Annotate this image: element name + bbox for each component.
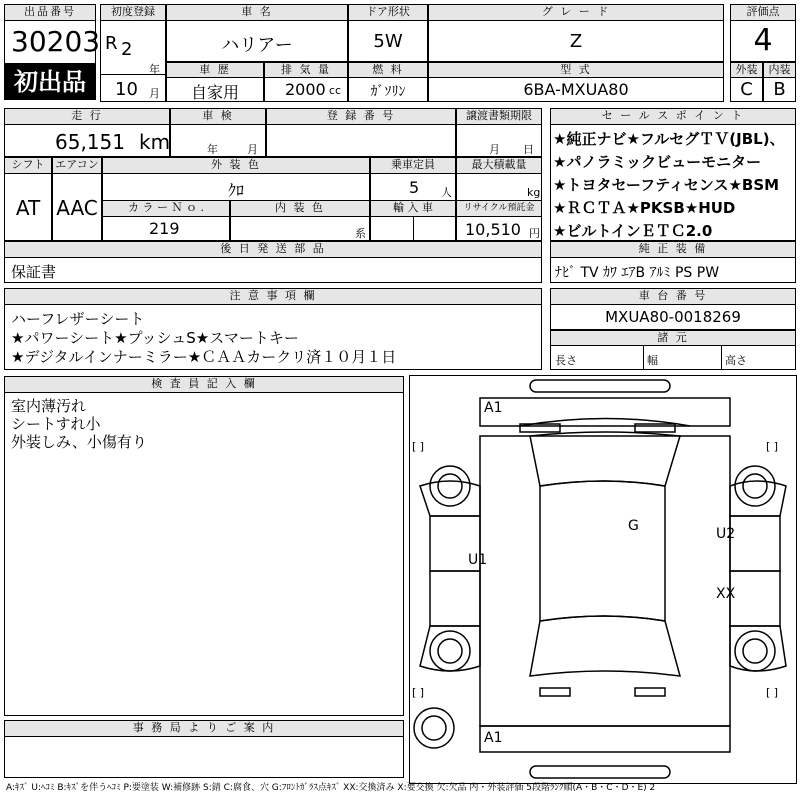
door-box (348, 20, 428, 62)
first-reg-label: 初度登録 (100, 4, 166, 21)
sales-points-label: セ ー ル ス ポ イ ン ト (550, 108, 796, 125)
wheel-rear-right-inner (743, 639, 767, 663)
reg-no-label: 登 録 番 号 (266, 108, 456, 125)
inspector-box (4, 392, 404, 716)
notes-line-3: ★デジタルインナーミラー★ＣＡＡカークリ済１０月１日 (11, 348, 397, 366)
fuel-label: 燃 料 (348, 62, 428, 78)
shift-box (4, 173, 52, 241)
model-code-label: 型 式 (428, 62, 724, 78)
first-reg-month: 10 (115, 79, 138, 100)
int-score-value: B (773, 79, 786, 100)
notes-line-1: ハーフレザーシート (11, 310, 145, 328)
sales-point-1: ★純正ナビ★フルセグＴＶ(JBL)、 (553, 130, 785, 148)
ext-score-label: 外装 (730, 62, 763, 78)
ext-score-value: C (740, 79, 753, 100)
ext-color-box (102, 173, 370, 201)
first-reg-month-unit: 月 (149, 87, 160, 100)
score-value: 4 (753, 23, 773, 58)
mileage-unit: km (139, 130, 171, 154)
mark-rear: A1 (484, 730, 503, 746)
shift-label: シフト (4, 157, 52, 174)
recycle-value: 10,510 (465, 220, 521, 239)
capacity-value: 5 (409, 178, 420, 197)
office-label: 事 務 局 よ り ご 案 内 (4, 720, 404, 737)
grade-box (428, 20, 724, 62)
first-listing-badge: 初出品 (4, 64, 96, 100)
inspector-line-2: シートすれ小 (11, 415, 101, 433)
taillight-left (540, 688, 570, 696)
later-parts-value: 保証書 (11, 263, 57, 281)
lot-number: 30203 (11, 25, 101, 58)
rear-panel (480, 726, 730, 752)
int-score-box (763, 77, 796, 102)
dims-width: 幅 (647, 354, 658, 367)
car-name-box (166, 20, 348, 62)
notes-box (4, 304, 542, 370)
car-outline-svg (410, 376, 796, 783)
model-code-value: 6BA-MXUA80 (523, 80, 629, 99)
wheel-front-right (735, 466, 775, 506)
rear-bumper (530, 766, 670, 778)
grade-label: グ レ ー ド (428, 4, 724, 21)
mark-left-side: U1 (468, 552, 488, 568)
ac-box (52, 173, 102, 241)
capacity-box (370, 173, 456, 201)
body-outline (480, 436, 730, 726)
rear-window (530, 616, 680, 676)
sales-point-2: ★パノラミックビューモニター (553, 153, 762, 171)
wheel-front-left (430, 466, 470, 506)
oem-equip-box (550, 257, 796, 283)
import-box (370, 216, 456, 241)
inspection-label: 車 検 (170, 108, 266, 125)
oem-equip-value: ﾅﾋﾞ TV ｶﾜ ｴｱB ｱﾙﾐ PS PW (555, 265, 720, 281)
taillight-right (635, 688, 665, 696)
door-type: 5W (373, 31, 403, 52)
dims-label: 諸 元 (550, 330, 796, 346)
right-rear-fender (730, 626, 786, 671)
roof (540, 481, 665, 621)
car-name-label: 車 名 (166, 4, 348, 21)
mark-roof: G (628, 518, 639, 534)
capacity-unit: 人 (441, 186, 452, 199)
car-name: ハリアー (221, 35, 293, 56)
transfer-docs-box (456, 124, 542, 157)
ac-label: エアコン (52, 157, 102, 174)
dims-height: 高さ (725, 354, 747, 367)
mark-right-door: U2 (716, 526, 736, 542)
first-reg-era: R (105, 33, 118, 54)
wheel-rear-right (735, 631, 775, 671)
grade-value: Z (569, 31, 583, 52)
windshield (530, 432, 680, 486)
displacement-value: 2000 (285, 80, 326, 99)
oem-equip-label: 純 正 装 備 (550, 241, 796, 258)
sales-point-3: ★トヨタセーフティセンス★BSM (553, 176, 780, 194)
ext-color-label: 外 装 色 (102, 157, 370, 174)
vehicle-diagram (409, 375, 797, 784)
transfer-docs-label: 譲渡書類期限 (456, 108, 542, 125)
dims-length: 長さ (555, 354, 577, 367)
model-code-box (428, 77, 724, 102)
color-no-box (102, 216, 230, 241)
int-color-label: 内 装 色 (230, 200, 370, 217)
displacement-label: 排 気 量 (264, 62, 348, 78)
max-load-label: 最大積載量 (456, 157, 542, 174)
max-load-unit: kg (527, 186, 541, 199)
inspector-label: 検 査 員 記 入 欄 (4, 376, 404, 393)
recycle-label: リサイクル預託金 (456, 200, 542, 217)
reg-no-box (266, 124, 456, 157)
lot-label: 出品番号 (4, 4, 96, 21)
max-load-box (456, 173, 542, 201)
transfer-day-unit: 日 (523, 143, 534, 156)
bracket-right-top: [ ] (766, 440, 779, 453)
recycle-unit: 円 (529, 227, 540, 240)
sales-points-box (550, 124, 796, 241)
mileage-box (4, 124, 170, 157)
ext-color-value: ｸﾛ (227, 181, 244, 200)
inspector-line-1: 室内薄汚れ (11, 397, 87, 415)
left-rear-fender (420, 626, 480, 671)
bracket-right-bottom: [ ] (766, 686, 779, 699)
wheel-rear-left-inner (438, 639, 462, 663)
right-rear-door (730, 571, 780, 626)
lot-number-box (4, 20, 101, 64)
sales-point-5: ★ビルトインＥＴＣ2.0 (553, 222, 713, 240)
recycle-box (456, 216, 542, 241)
inspector-line-3: 外装しみ、小傷有り (11, 433, 147, 451)
dims-box (550, 345, 796, 370)
capacity-label: 乗車定員 (370, 157, 456, 174)
notes-label: 注 意 事 項 欄 (4, 288, 542, 305)
first-reg-year: 2 (121, 39, 133, 60)
color-no-label: カ ラ ー Ｎ ｏ . (102, 200, 230, 217)
int-color-unit: 系 (355, 227, 366, 240)
spare-wheel (414, 708, 454, 748)
spare-wheel-inner (422, 716, 446, 740)
history-value: 自家用 (190, 83, 239, 102)
wheel-rear-left (430, 631, 470, 671)
wheel-front-right-inner (743, 474, 767, 498)
score-label: 評価点 (730, 4, 796, 21)
inspection-month-unit: 月 (247, 143, 258, 156)
bracket-left-top: [ ] (412, 440, 425, 453)
transfer-month-unit: 月 (489, 143, 500, 156)
mileage-value: 65,151 (55, 130, 125, 154)
first-reg-box (100, 20, 166, 102)
chassis-box (550, 304, 796, 330)
front-panel (480, 398, 730, 426)
legend-footer: A:ｷｽﾞ U:ﾍｺﾐ B:ｷｽﾞを伴うﾍｺﾐ P:要塗装 W:補修跡 S:錆 C:腐食、穴 G:ﾌﾛﾝﾄｶﾞﾗｽ点ｷｽﾞ XX:交換済み X:要交換 欠:欠品 内・外装評価 5段階ﾗﾝｸ順(A・B・C・D・E) 2 (6, 783, 656, 793)
right-front-door (730, 516, 780, 571)
displacement-unit: cc (329, 84, 342, 97)
ac-value: AAC (56, 196, 98, 220)
mark-right-rear: XX (716, 586, 736, 602)
chassis-value: MXUA80-0018269 (605, 308, 741, 326)
bracket-left-bottom: [ ] (412, 686, 425, 699)
later-parts-box (4, 257, 542, 283)
history-label: 車 歴 (166, 62, 264, 78)
right-front-fender (730, 481, 786, 516)
ext-score-box (730, 77, 763, 102)
inspection-box (170, 124, 266, 157)
shift-value: AT (15, 196, 41, 220)
office-box (4, 736, 404, 778)
notes-line-2: ★パワーシート★プッシュS★スマートキー (11, 329, 299, 347)
history-box (166, 77, 264, 102)
sales-point-4: ★ＲＣＴＡ★PKSB★HUD (553, 199, 736, 217)
chassis-label: 車 台 番 号 (550, 288, 796, 305)
inspection-year-unit: 年 (207, 143, 218, 156)
displacement-box (264, 77, 348, 102)
import-label: 輸 入 車 (370, 200, 456, 217)
front-bumper (530, 380, 670, 392)
first-reg-year-unit: 年 (149, 63, 160, 76)
later-parts-label: 後 日 発 送 部 品 (4, 241, 542, 258)
headlight-right (635, 424, 675, 432)
fuel-box (348, 77, 428, 102)
mark-front: A1 (484, 400, 503, 416)
door-label: ドア形状 (348, 4, 428, 21)
score-box (730, 20, 796, 62)
int-score-label: 内装 (763, 62, 796, 78)
color-no-value: 219 (149, 219, 180, 238)
hood-line (520, 419, 690, 427)
mileage-label: 走 行 (4, 108, 170, 125)
int-color-box (230, 216, 370, 241)
left-rear-door (430, 571, 480, 626)
fuel-value: ｶﾞｿﾘﾝ (370, 84, 406, 100)
wheel-front-left-inner (438, 474, 462, 498)
